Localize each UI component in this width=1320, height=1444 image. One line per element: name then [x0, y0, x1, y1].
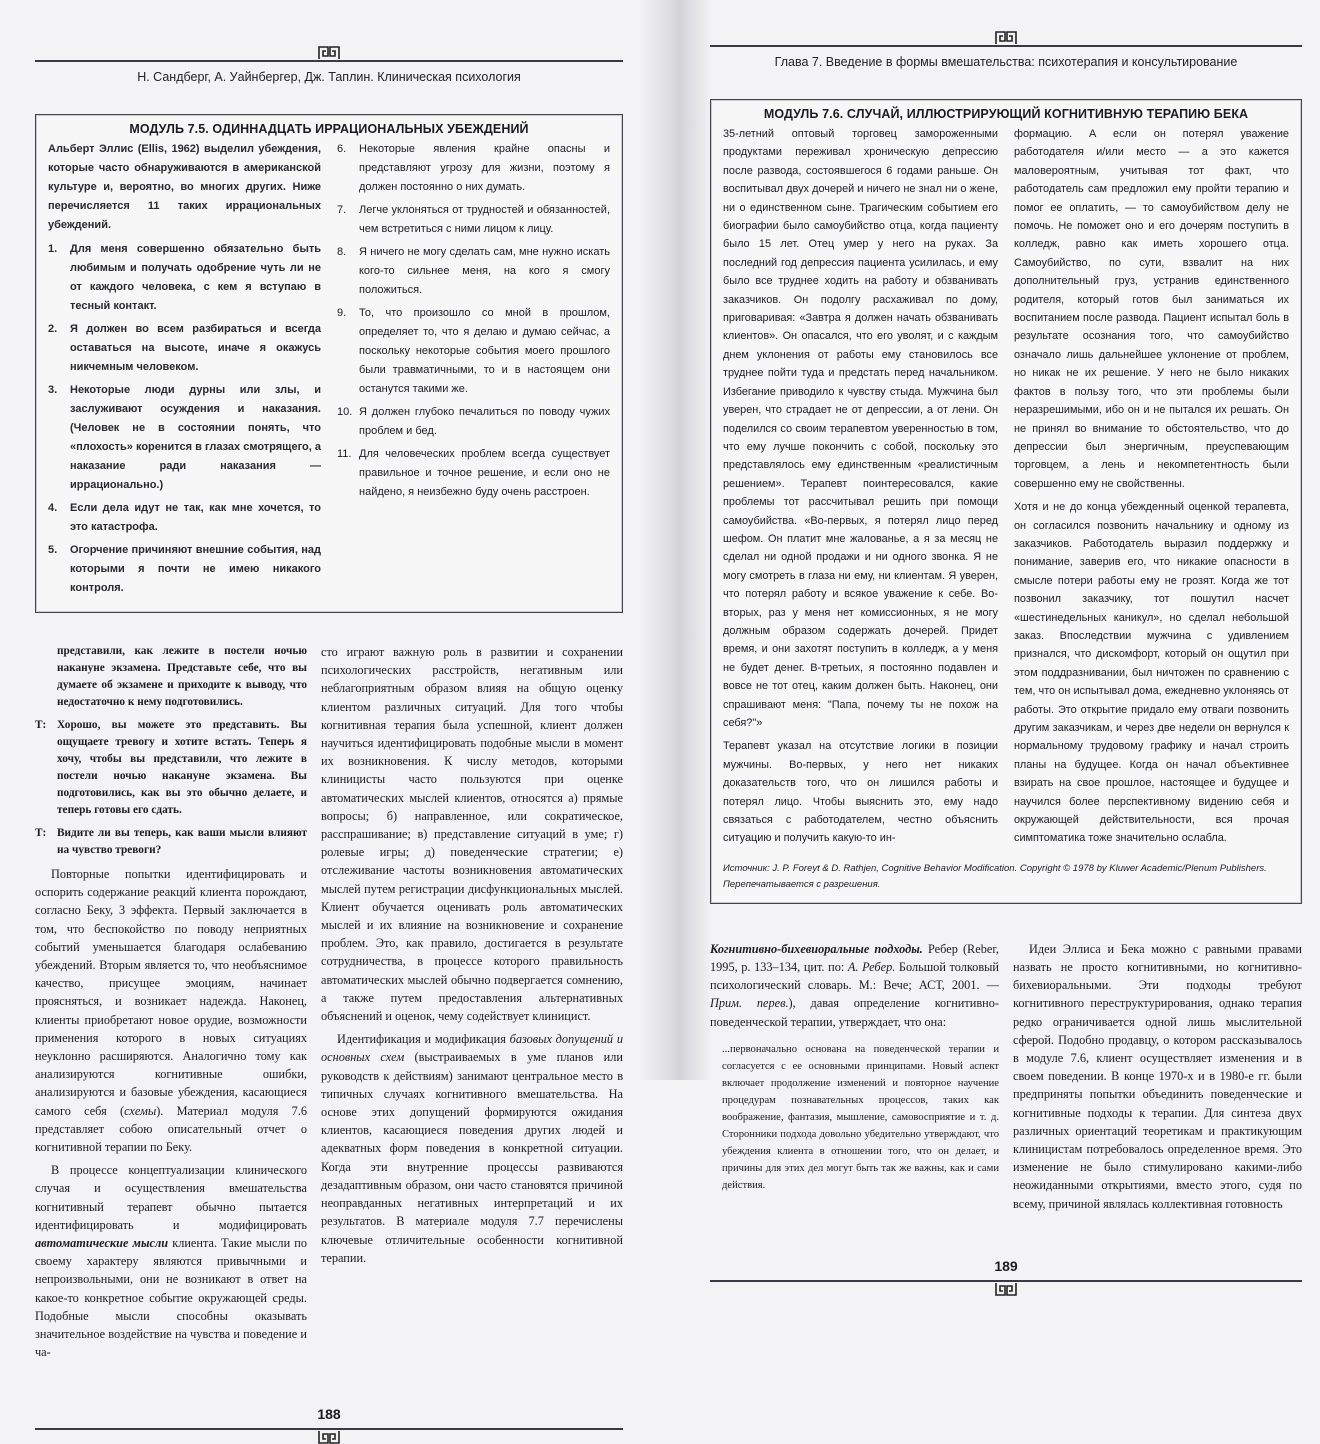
module-box-7-6	[710, 99, 1302, 904]
dialogue-line	[35, 717, 307, 819]
text: В процессе концептуализации клинического случая и осуществления вмешательства когнитивный терапевт обычно пытается идентифицировать и модифицировать	[35, 1163, 307, 1232]
belief-item	[337, 201, 610, 239]
item-number: 9.	[337, 307, 347, 319]
dialogue-line	[35, 825, 307, 859]
reprint-permission: Перепечатывается с разрешения.	[723, 878, 881, 890]
body-columns	[35, 643, 623, 1366]
text-column-1	[35, 643, 307, 1366]
dialogue-text: представили, как лежите в постели ночью накануне экзамена. Представьте себе, что вы думаете об экзамене и приходите к выводу, что недостаточно к нему подготовились.	[57, 645, 307, 708]
belief-item	[337, 140, 610, 197]
dialogue-text: Видите ли вы теперь, как ваши мысли влияют на чувство тревоги?	[57, 827, 307, 856]
header-rule	[35, 60, 623, 62]
text-column-1	[710, 940, 999, 1218]
item-number: 4.	[48, 502, 58, 514]
belief-item	[48, 499, 321, 537]
item-text: Я должен во всем разбираться и всегда оставаться на высоте, иначе я окажусь никчемным человеком.	[70, 323, 321, 373]
item-text: Некоторые явления крайне опасны и представляют угрозу для жизни, поэтому я должен постоянно о них думать.	[359, 143, 610, 193]
belief-item	[48, 320, 321, 377]
text: Большой толковый психологический словарь. М.: Вече; АСТ, 2001. —	[710, 960, 999, 993]
module-title: МОДУЛЬ 7.5. ОДИННАДЦАТЬ ИРРАЦИОНАЛЬНЫХ УБЕЖДЕНИЙ	[129, 122, 529, 136]
belief-item	[337, 445, 610, 502]
belief-item	[48, 541, 321, 598]
item-number: 7.	[337, 204, 347, 216]
item-number: 11.	[337, 448, 352, 460]
item-text: Огорчение причиняют внешние события, над которыми я почти не имею никакого контроля.	[70, 544, 321, 594]
running-head: Н. Сандберг, А. Уайнбергер, Дж. Таплин. Клиническая психология	[137, 70, 521, 84]
page-number: 189	[994, 1257, 1018, 1274]
item-text: То, что произошло со мной в прошлом, определяет то, что я делаю и думаю сейчас, а поскольку некоторые события моего прошлого были травматичными, то и в настоящем они останутся такими же.	[359, 307, 610, 395]
text: Идентификация и модификация	[337, 1032, 510, 1047]
item-number: 10.	[337, 406, 353, 418]
source-citation: Источник: J. P. Foreyt & D. Rathjen, Cognitive Behavior Modification. Copyright © 1978 by Kluwer Academic/Plenum Publishers.	[723, 862, 1267, 874]
module-intro: Альберт Эллис (Ellis, 1962) выделил убеждения, которые часто обнаруживаются в американской культуре и, вероятно, во многих других. Ниже перечисляется 11 таких иррациональных убеждений.	[48, 143, 321, 231]
ornament-icon	[318, 1430, 340, 1444]
belief-item	[48, 381, 321, 495]
text: Повторные попытки идентифицировать и оспорить содержание реакций клиента порождают, согласно Беку, 3 эффекта. Первый заключается в том, что беспокойство по поводу неприятных событий уменьшается благодаря ослабеванию убеждений. Вторым является то, что необъяснимое качество, присущее эмоциям, начинает проясняться, и возникает надежда. Наконец, клиенты приобретают новое орудие, возможности применения которого в новых ситуациях неуклонно расширяются. Аналогично тому как анализируются когнитивные ошибки, анализируются и базовые убеждения, касающиеся самого себя (	[35, 867, 307, 1118]
item-number: 5.	[48, 544, 58, 556]
item-number: 8.	[337, 246, 347, 258]
paragraph	[710, 940, 999, 1031]
text: ), давая определение когнитивно-поведенческой терапии, утверждает, что она:	[710, 996, 999, 1029]
dialogue-excerpt	[35, 643, 307, 859]
body-columns	[710, 940, 1302, 1218]
dialogue-text: Хорошо, вы можете это представить. Вы ощущаете тревогу и хотите встать. Теперь я хочу, чтобы вы представили, что лежите в постели ночью накануне экзамена. Вы подготовились, как вы это обычно делаете, и теперь готовы его сдать.	[57, 719, 307, 816]
ornament-icon	[995, 31, 1017, 45]
item-text: Для меня совершенно обязательно быть любимым и получать одобрение чуть ли не от каждого человека, с кем я вступаю в тесный контакт.	[70, 243, 321, 312]
block-quote: ...первоначально основана на поведенческой терапии и согласуется с ее основными принципами. Новый аспект включает продолжение изменений и повторное научение процедурам познавательных процессов, таких как воображение, фантазия, мышление, самовосприятие и т. д. Сторонники подхода довольно убедительно утверждают, что убеждения клиента в отношении того, что он делает, и причины для этих дел могут быть так же важны, как и сами действия.	[722, 1043, 999, 1191]
module-box-7-5	[35, 114, 623, 613]
emphasis: Прим. перев.	[710, 996, 789, 1011]
module-column-right	[1014, 125, 1289, 853]
speaker-label: Т:	[35, 719, 47, 731]
belief-item	[48, 240, 321, 316]
speaker-label	[35, 643, 57, 711]
text-column-2	[1013, 940, 1302, 1218]
case-paragraph: Терапевт указал на отсутствие логики в позиции мужчины. Во-первых, у него нет никаких доказательств того, что он лишился работы и потерял лицо. Чтобы выяснить это, ему надо связаться с работодателем, честно объяснить ситуацию и получить какую-то ин-	[723, 740, 998, 845]
item-text: Я должен глубоко печалиться по поводу чужих проблем и бед.	[359, 406, 610, 437]
paragraph	[35, 1161, 307, 1361]
case-paragraph: формацию. А если он потерял уважение работодателя и/или место — а это кажется маловероятным, учитывая тот факт, что работодатель сам предложил ему пройти терапию и помог ее оплатить, — то самоубийством делу не помочь. Не поможет оно и его дочерям поступить в колледж, равно как иметь хорошего отца. Самоубийство, по сути, взвалит на них дополнительный груз, устранив единственного родителя, который готов был заниматься их воспитанием после развода. Пациент испытал боль в результате осознания того, что самоубийство означало лишь дальнейшее уклонение от проблем, но никак не их решение. У него не было никаких фактов в пользу того, что эти проблемы были неразрешимыми, ибо он и не пытался их решать. Он не принял во внимание то обстоятельство, что до депрессии был энергичным, преуспевающим торговцем, а лень и некомпетентность были совершенно ему не свойственны.	[1014, 128, 1289, 490]
header-rule	[710, 45, 1302, 47]
emphasis: базовых допущений и основных схем	[321, 1032, 623, 1065]
module-column-left	[723, 125, 998, 853]
item-number: 2.	[48, 323, 58, 335]
item-text: Я ничего не могу сделать сам, мне нужно искать кого-то сильнее меня, на кого я смогу положиться.	[359, 246, 610, 296]
item-number: 3.	[48, 384, 58, 396]
text: клиента. Такие мысли по своему характеру являются привычными и непроизвольными, они не возникают в ответ на какое-то конкретное событие окружающей среды. Подобные мысли способны оказывать значительное воздействие на чувства и поведение и ча-	[35, 1236, 307, 1360]
emphasis: автоматические мысли	[35, 1236, 169, 1251]
item-number: 1.	[48, 243, 58, 255]
source-note	[723, 861, 1289, 893]
belief-item	[337, 304, 610, 399]
belief-item	[337, 403, 610, 441]
belief-item	[337, 243, 610, 300]
emphasis: схемы	[124, 1103, 157, 1118]
item-text: Некоторые люди дурны или злы, и заслуживают осуждения и наказания. (Человек не в состоянии понять, что «плохость» коренится в глазах смотрящего, а наказание ради наказания — иррационально.)	[70, 384, 321, 491]
speaker-label: Т:	[35, 827, 47, 839]
paragraph: Идеи Эллиса и Бека можно с равными правами назвать не просто когнитивными, но когнитивно-бихевиоральными. Эти подходы требуют когнитивного переструктурирования, однако терапия редко ограничивается одной лишь мыслительной сферой. Подобно продавцу, о котором рассказывалось в модуле 7.6, клиент осуществляет изменения и в своем поведении. В конце 1970-х и в 1980-е гг. были предприняты попытки объединить поведенческие и когнитивные подходы к терапии. Для синтеза двух различных ориентаций теоретикам и практикующим клиницистам потребовалось определенное время. Это изменение не было стимулировано какими-либо неожиданными открытиями, вместо этого, судя по всему, причиной являлась коллективная готовность	[1013, 941, 1302, 1211]
text: ). Материал модуля 7.6 представляет собою описательный отчет о когнитивной терапии по Беку.	[35, 1103, 307, 1155]
item-text: Для человеческих проблем всегда существует правильное и точное решение, и если оно не найдено, я неизбежно буду очень расстроен.	[359, 448, 610, 498]
paragraph	[35, 865, 307, 1156]
left-page	[35, 0, 623, 1444]
item-number: 6.	[337, 143, 347, 155]
module-column-left	[48, 140, 321, 602]
case-paragraph: Хотя и не до конца убежденный оценкой терапевта, он согласился позвонить начальнику и одному из заказчиков. Работодатель выразил поддержку и понимание, заверив его, что никакие опасности в смысле потери работы ему не грозят. Когда же тот позвонил заказчику, тот пошутил насчет «шестинедельных каникул», но сделал небольшой заказ. Впоследствии мужчина с удивлением признался, что дискомфорт, который он ощутил при этом поддразнивании, был ничтожен по сравнению с тем, что он испытывал дома, ежедневно уклоняясь от работы. Это открытие придало ему отваги позвонить другим заказчикам, и через две недели он вернулся к нормальному трудовому графику и начал строить планы на будущее. Когда он начал объективнее взирать на свое прошлое, настоящее и будущее и научился более перспективному видению себя и окружающей действительности, вся прочая симптоматика тоже значительно ослабла.	[1014, 501, 1289, 845]
book-gutter	[640, 0, 710, 1080]
text: (выстраиваемых в уме планов или руководств к действиям) занимают центральное место в типичных случаях когнитивного вмешательства. На основе этих допущений формируются ожидания клиентов, касающиеся поведения других людей и адекватных форм поведения в конкретной ситуации. Когда эти внутренние процессы развиваются дезадаптивным образом, они часто становятся причиной неоправданных негативных интерпретаций и их результатов. В материале модуля 7.7 перечислены ключевые отличительные особенности когнитивной терапии.	[321, 1050, 623, 1265]
text-column-2	[321, 643, 623, 1366]
case-paragraph: 35-летний оптовый торговец замороженными продуктами переживал хроническую депрессию после развода, состоявшегося 6 годами раньше. Он воспитывал двух дочерей и ничего не знал ни о жене, ни о единственном сыне. Трагическим событием его биографии было самоубийство отца, когда пациенту было 15 лет. Отец умер у него на руках. За последний год депрессия пациента усилилась, и ему было все труднее ходить на работу и обзванивать заказчиков. Он подолгу расхаживал по дому, приговаривая: «Завтра я должен начать обзванивать клиентов». Он опасался, что его уволят, и с каждым днем уклонения от работы ему становилось все труднее пойти туда и предстать перед начальником. Избегание приводило к чувству стыда. Мужчина был уверен, что страдает не от депрессии, а от лени. Он поделился со своим терапевтом уверенностью в том, что ему лучше покончить с собой, поскольку это представлялось ему единственным «реалистичным решением». Терапевт поинтересовался, какие проблемы тот рассчитывал решить при помощи самоубийства. «Во-первых, я потерял лицо перед шефом. Он платит мне жалованье, а я за месяц не сделал ни одной продажи и ни одного звонка. Я не могу смотреть в глаза ни ему, ни клиентам. Я уверен, что потерял работу и всякое уважение к себе. Во-вторых, раз у меня нет комиссионных, я не могу должным образом содержать дочерей. Придет время, и они захотят поступить в колледж, а у меня не будет денег. В-третьих, я постоянно подавлен и вовсе не тот отец, каким должен быть. Наконец, они спрашивают меня: "Папа, почему ты не похож на себя?"»	[723, 128, 998, 729]
ornament-icon	[995, 1282, 1017, 1296]
module-column-right	[337, 140, 610, 602]
dialogue-line	[35, 643, 307, 711]
paragraph: сто играют важную роль в развитии и сохранении психологических расстройств, негативным или неблагоприятным образом влияя на общую оценку клиентом различных ситуаций. Для того чтобы когнитивная терапия была успешной, клиент должен научиться идентифицировать подобные мысли в момент их возникновения. К числу методов, которыми клиницисты часто пользуются при оценке автоматических мыслей клиентов, относятся а) прямые вопросы; б) направленное, или сократическое, расспрашивание; в) представление ситуаций в уме; г) ролевые игры; д) поведенческие стратегии; е) отслеживание частоты возникновения автоматических мыслей путем регистрации дисфункциональных мыслей. Клиент обучается оценивать роль автоматических мыслей и их влияние на возникновение и сохранение проблем. Это, как правило, достигается в результате сотрудничества, в процессе которого правильность автоматических мыслей обычно подвергается сомнению, а также путем предоставления альтернативных объяснений и оценок, чему содействует клиницист.	[321, 645, 623, 1024]
emphasis: А. Ребер.	[847, 960, 896, 975]
item-text: Легче уклоняться от трудностей и обязанностей, чем встретиться с ними лицом к лицу.	[359, 204, 610, 235]
running-head: Глава 7. Введение в формы вмешательства: психотерапия и консультирование	[774, 55, 1238, 69]
right-page	[710, 0, 1302, 1296]
ornament-icon	[318, 46, 340, 60]
module-title: МОДУЛЬ 7.6. СЛУЧАЙ, ИЛЛЮСТРИРУЮЩИЙ КОГНИТИВНУЮ ТЕРАПИЮ БЕКА	[763, 107, 1249, 121]
paragraph	[321, 1030, 623, 1267]
page-number: 188	[317, 1406, 341, 1423]
section-heading: Когнитивно-бихевиоральные подходы.	[710, 941, 923, 956]
text: Ребер (Reber, 1995, p. 133–134, цит. по:	[710, 941, 999, 975]
item-text: Если дела идут не так, как мне хочется, то это катастрофа.	[70, 502, 321, 533]
